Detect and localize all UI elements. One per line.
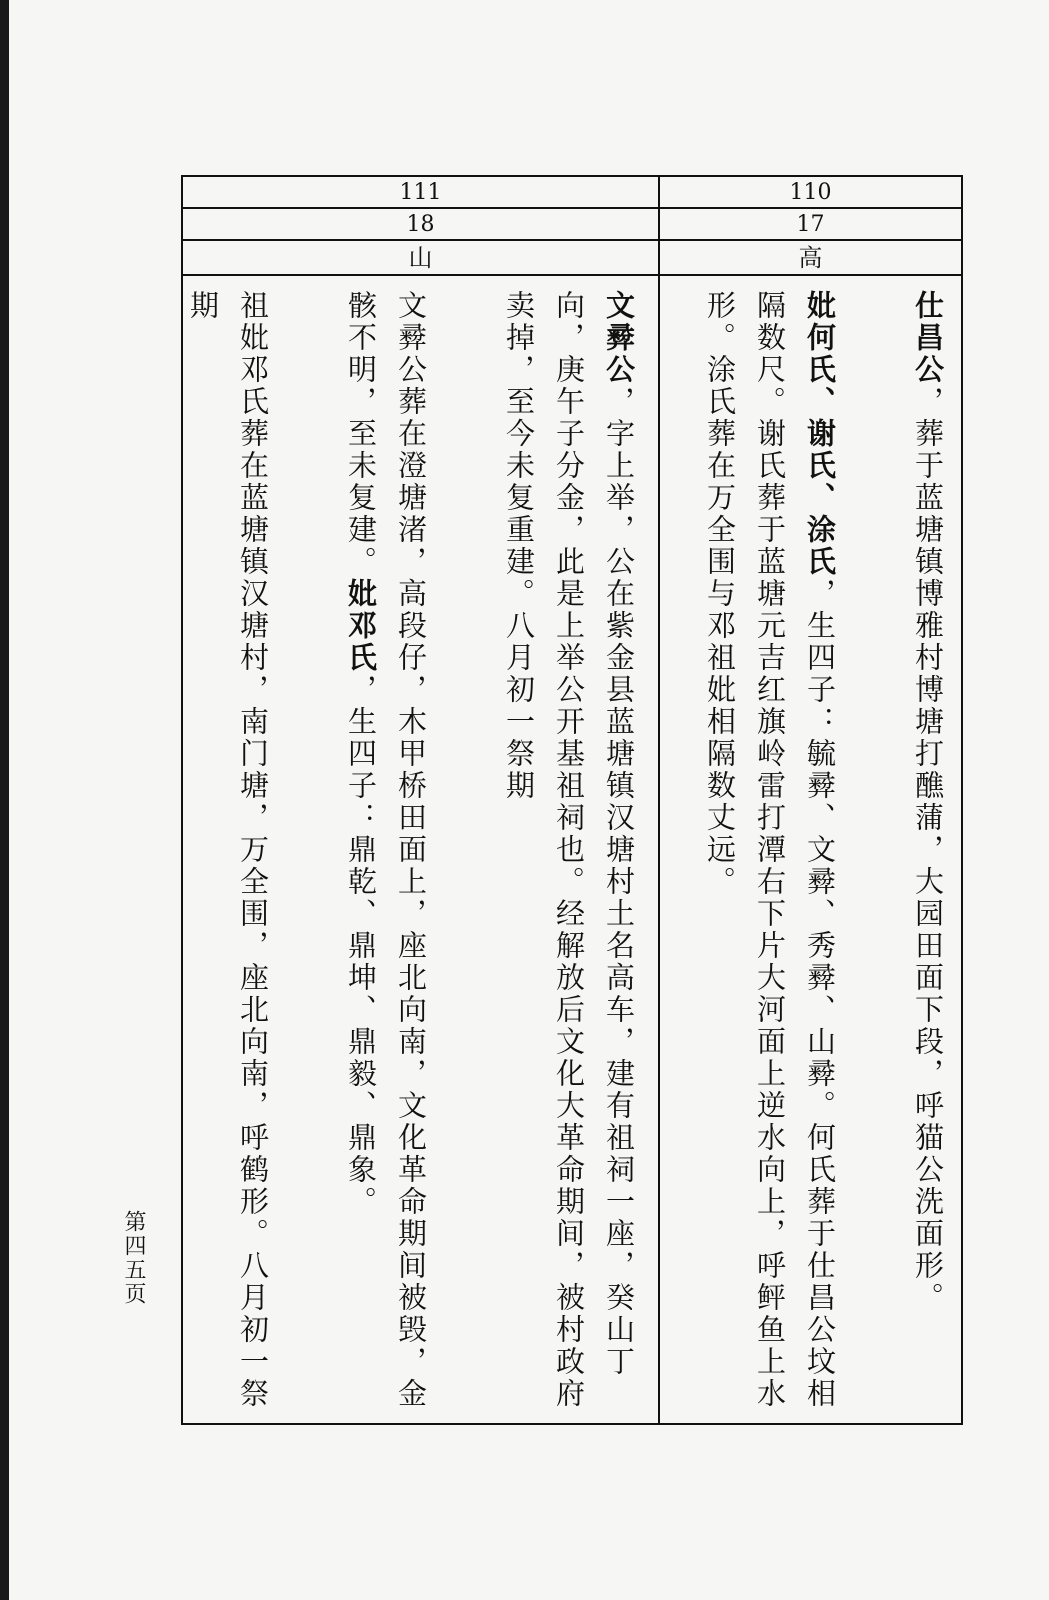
left-paragraph-3 [178,290,336,1410]
right-spouse-names: 妣何氏、谢氏、涂氏 [803,290,837,578]
right-paragraph-2 [695,290,903,1410]
left-person-name: 文彛公 [602,290,636,386]
left-paragraph-2 [336,290,494,1410]
left-number: 111 [183,177,658,209]
right-person-name: 仕昌公 [911,290,945,386]
left-p1-text: ，字上举，公在紫金县蓝塘镇汉塘村土名高车，建有祖祠一座，癸山丁向，庚午子分金，此是上举公开基祖祠也。经解放后文化大革命期间，被村政府卖掉，至今未复重建。八月初一祭期 [502,290,636,1410]
right-p2-text: ，生四子：毓彛、文彛、秀彛、山彛。何氏葬于仕昌公坟相隔数尺。谢氏葬于蓝塘元吉红旗岭雷打潭右下片大河面上逆水向上，呼鲆鱼上水形。涂氏葬在万全围与邓祖妣相隔数丈远。 [703,290,837,1410]
left-body [183,276,658,1423]
left-paragraph-1 [494,290,644,1410]
scan-edge [0,0,9,1600]
right-generation: 17 [660,209,961,241]
left-branch-label: 山 [183,241,658,276]
column-right [660,177,961,1423]
left-p2-text: 文彛公葬在澄塘渚，高段仔，木甲桥田面上，座北向南，文化革命期间被毁，金骸不明，至未复建。 [344,290,428,1410]
right-branch-label: 高 [660,241,961,276]
right-p1-text: ，葬于蓝塘镇博雅村博塘打醮蒲，大园田面下段，呼猫公洗面形。 [911,386,945,1314]
right-paragraph-1 [903,290,953,1410]
page-number: 第四五页 [121,1210,146,1306]
right-number: 110 [660,177,961,209]
right-text [695,290,953,1410]
left-p2-tail: ，生四子：鼎乾、鼎坤、鼎毅、鼎象。 [344,674,378,1218]
genealogy-table [181,175,963,1425]
left-spouse-name: 妣邓氏 [344,578,378,674]
left-generation: 18 [183,209,658,241]
left-text [178,290,644,1410]
left-p3-text: 祖妣邓氏葬在蓝塘镇汉塘村，南门塘，万全围，座北向南，呼鹤形。八月初一祭期 [186,290,270,1410]
column-left [183,177,660,1423]
right-body [660,276,961,1423]
